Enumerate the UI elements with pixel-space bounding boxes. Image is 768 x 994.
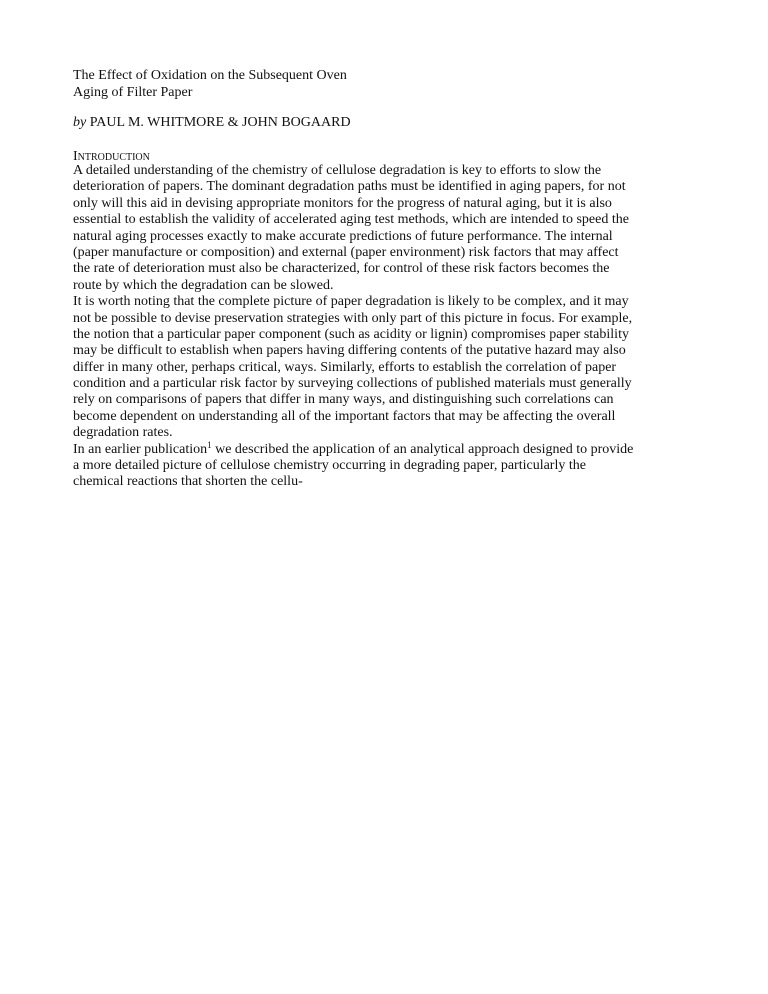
body-line: (paper manufacture or composition) and external (paper environment) risk factors that may affect (73, 244, 619, 260)
ref-text-after: we described the application of an analytical approach designed to provide (211, 441, 634, 457)
body-line: A detailed understanding of the chemistry of cellulose degradation is key to efforts to slow the (73, 163, 602, 178)
body-line: condition and a particular risk factor by surveying collections of published materials must generally (73, 376, 632, 392)
footnote-marker: 1 (207, 439, 212, 450)
body-line: rely on comparisons of papers that differ in many ways, and distinguishing such correlations can (73, 392, 614, 408)
body-text (73, 163, 633, 491)
ref-text-before: In an earlier publication (73, 441, 208, 457)
body-line: may be difficult to establish when papers having differing contents of the putative hazard may also (73, 343, 626, 359)
body-line: deterioration of papers. The dominant degradation paths must be identified in aging papers, for not (73, 179, 626, 195)
body-line: natural aging processes exactly to make accurate predictions of future performance. The internal (73, 228, 613, 244)
reference-line (73, 439, 634, 458)
body-line: differ in many other, perhaps critical, ways. Similarly, efforts to establish the correlation of paper (73, 359, 617, 375)
section-heading: Introduction (73, 149, 150, 164)
body-line: degradation rates. (73, 425, 173, 441)
body-line: the notion that a particular paper component (such as acidity or lignin) compromises paper stability (73, 326, 629, 342)
body-line: only will this aid in devising appropriate monitors for the progress of natural aging, but it is also (73, 195, 612, 211)
author-names: PAUL M. WHITMORE & JOHN BOGAARD (89, 115, 351, 130)
title-line: Aging of Filter Paper (73, 85, 193, 100)
body-line: It is worth noting that the complete picture of paper degradation is likely to be complex, and it may (73, 294, 629, 310)
body-line: essential to establish the validity of accelerated aging test methods, which are intended to speed the (73, 212, 629, 228)
body-line: not be possible to devise preservation strategies with only part of this picture in focus. For example, (73, 310, 633, 326)
body-line: the rate of deterioration must also be characterized, for control of these risk factors becomes the (73, 261, 610, 277)
author-by: by (73, 115, 87, 130)
author-line (73, 115, 351, 131)
body-line: route by which the degradation can be slowed. (73, 277, 334, 293)
body-line: become dependent on understanding all of the important factors that may be affecting the overall (73, 408, 616, 424)
body-line: a more detailed picture of cellulose chemistry occurring in degrading paper, particularly the (73, 458, 586, 474)
title-line: The Effect of Oxidation on the Subsequent Oven (73, 68, 347, 83)
document-title (73, 67, 347, 101)
body-line: chemical reactions that shorten the cellu- (73, 474, 303, 490)
